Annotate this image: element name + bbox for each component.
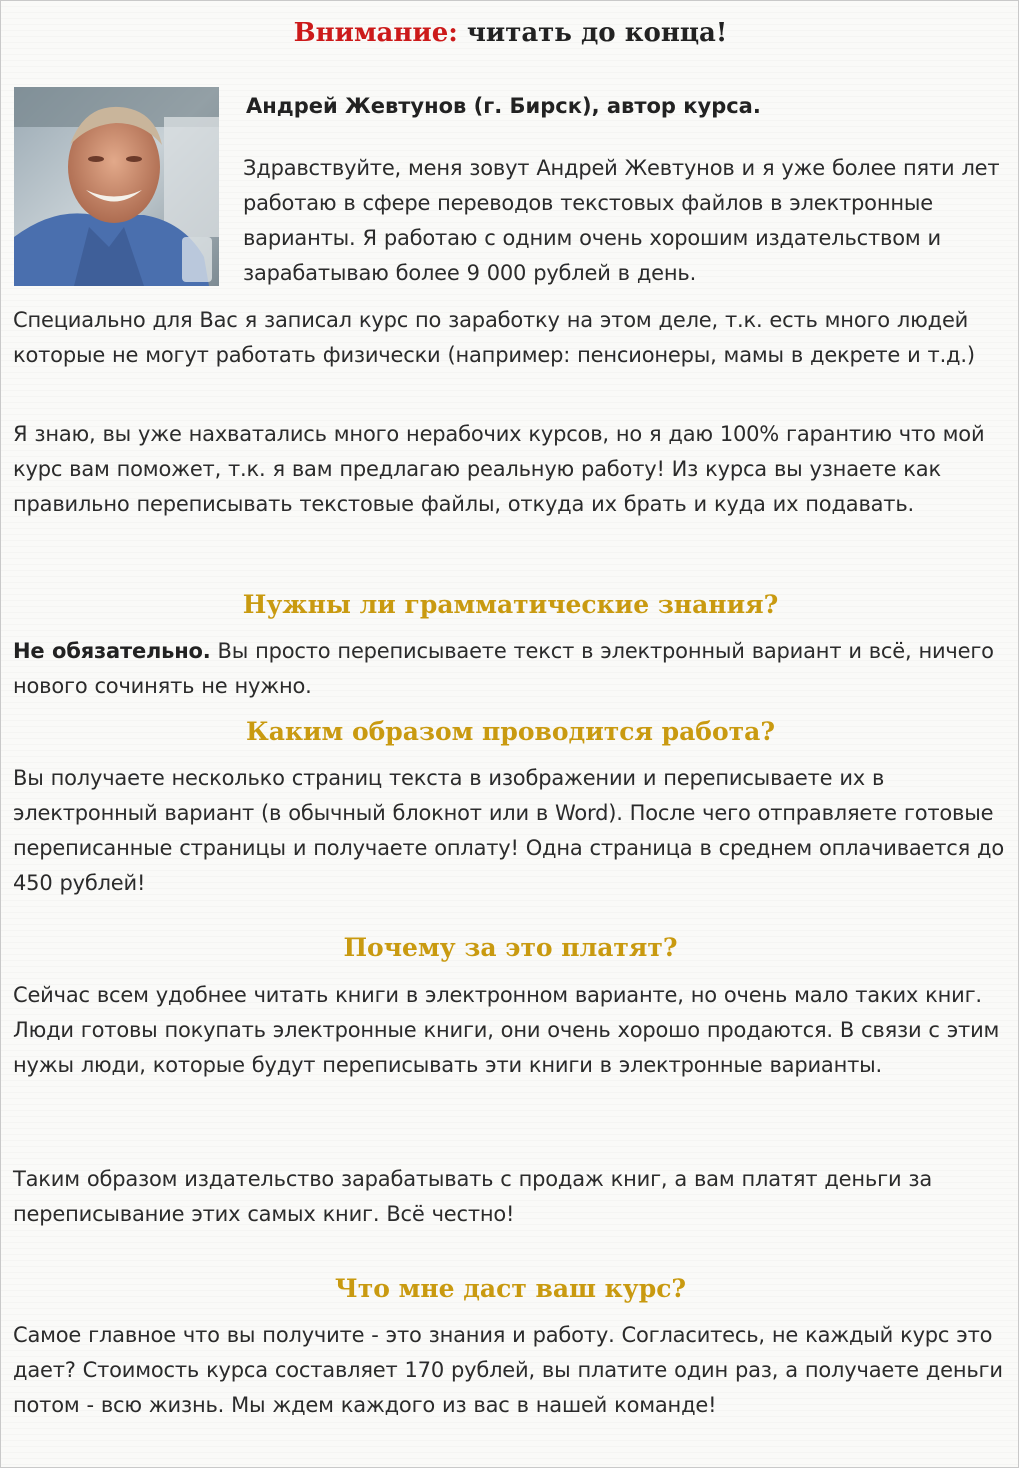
author-intro: Здравствуйте, меня зовут Андрей Жевтунов и я уже более пяти лет работаю в сфере переводов текстовых файлов в электронные варианты. Я работаю с одним очень хорошим издательством и зарабатываю более 9 000 рублей в день. xyxy=(243,156,1000,285)
grammar-answer xyxy=(13,634,1008,704)
grammar-text: Вы просто переписываете текст в электронный вариант и всё, ничего нового сочинять не нужно. xyxy=(13,639,994,698)
heading-how: Каким образом проводится работа? xyxy=(246,717,775,746)
grammar-bold: Не обязательно. xyxy=(13,639,211,663)
why-text-2: Таким образом издательство зарабатывать с продаж книг, а вам платят деньги за переписывание этих самых книг. Всё честно! xyxy=(13,1167,933,1226)
paragraph-guarantee: Я знаю, вы уже нахватались много нерабочих курсов, но я даю 100% гарантию что мой курс вам поможет, т.к. я вам предлагаю реальную работу! Из курса вы узнаете как правильно переписывать текстовые файлы, откуда их брать и куда их подавать. xyxy=(13,422,985,516)
course-text: Самое главное что вы получите - это знания и работу. Согласитесь, не каждый курс это дает? Стоимость курса составляет 170 рублей, вы платите один раз, а получаете деньги потом - всю жизнь. Мы ждем каждого из вас в нашей команде! xyxy=(13,1323,1003,1417)
author-name: Андрей Жевтунов (г. Бирск), автор курса. xyxy=(246,94,761,118)
page-title xyxy=(1,15,1019,51)
heading-grammar: Нужны ли грамматические знания? xyxy=(242,590,779,619)
title-rest: читать до конца! xyxy=(457,18,728,48)
heading-why: Почему за это платят? xyxy=(343,933,678,962)
author-portrait-icon xyxy=(14,87,219,286)
heading-course: Что мне даст ваш курс? xyxy=(334,1274,687,1303)
warning-label: Внимание: xyxy=(293,18,458,48)
author-photo xyxy=(14,87,219,286)
why-text-1: Сейчас всем удобнее читать книги в электронном варианте, но очень мало таких книг. Люди готовы покупать электронные книги, они очень хорошо продаются. В связи с этим нужы люди, которые будут переписывать эти книги в электронные варианты. xyxy=(13,983,1000,1077)
how-text: Вы получаете несколько страниц текста в изображении и переписываете их в электронный вариант (в обычный блокнот или в Word). После чего отправляете готовые переписанные страницы и получаете оплату! Одна страница в среднем оплачивается до 450 рублей! xyxy=(13,766,1005,895)
paragraph-course-for-you: Специально для Вас я записал курс по заработку на этом деле, т.к. есть много людей которые не могут работать физически (например: пенсионеры, мамы в декрете и т.д.) xyxy=(13,308,975,367)
